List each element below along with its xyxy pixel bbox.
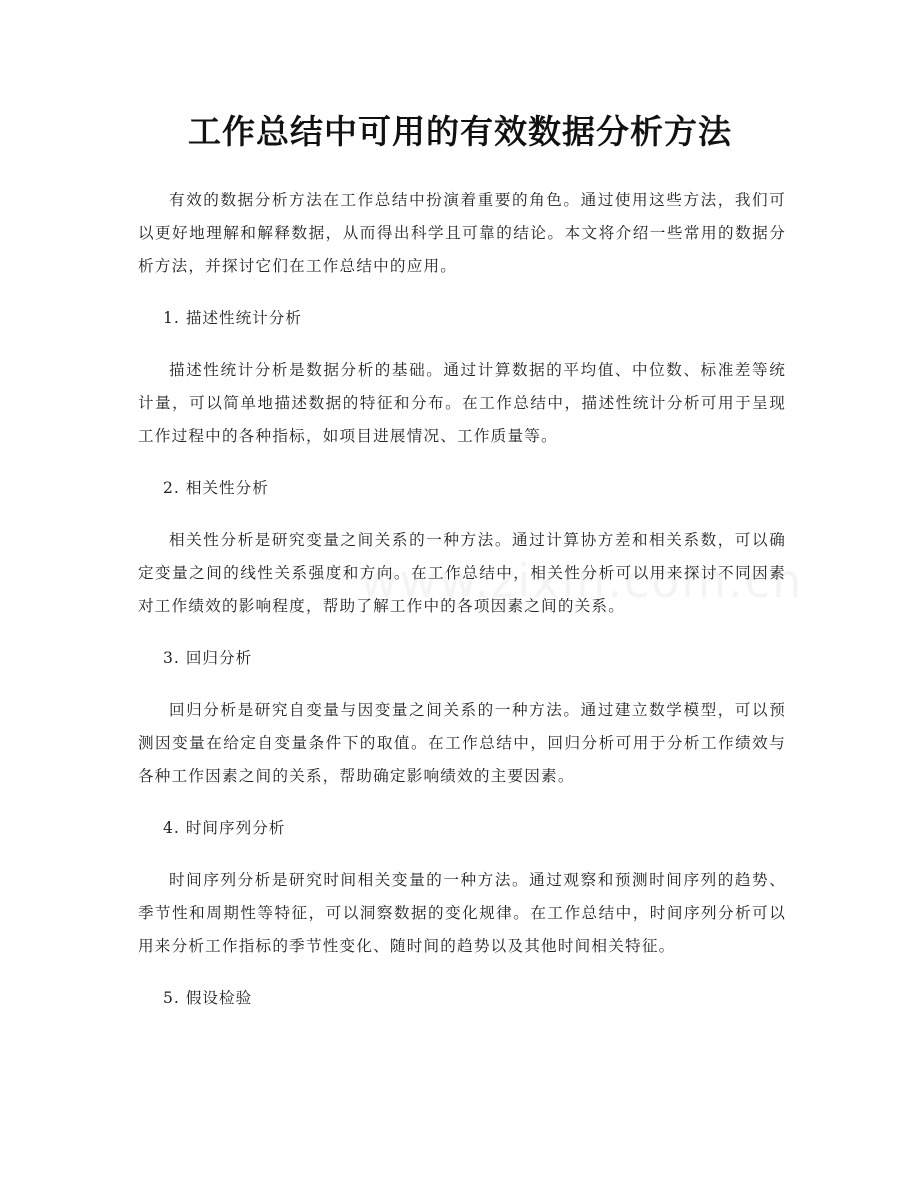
section-heading-4: 4. 时间序列分析	[163, 819, 286, 837]
document-title: 工作总结中可用的有效数据分析方法	[188, 112, 732, 151]
section-heading-5: 5. 假设检验	[163, 989, 253, 1007]
section-heading-3: 3. 回归分析	[163, 649, 253, 667]
section-body-4: 时间序列分析是研究时间相关变量的一种方法。通过观察和预测时间序列的趋势、季节性和周期性等特征，可以洞察数据的变化规律。在工作总结中，时间序列分析可以用来分析工作指标的季节性变化、随时间的趋势以及其他时间相关特征。	[138, 871, 786, 955]
section-body-1: 描述性统计分析是数据分析的基础。通过计算数据的平均值、中位数、标准差等统计量，可以简单地描述数据的特征和分布。在工作总结中，描述性统计分析可用于呈现工作过程中的各种指标，如项目进展情况、工作质量等。	[138, 361, 786, 445]
intro-paragraph: 有效的数据分析方法在工作总结中扮演着重要的角色。通过使用这些方法，我们可以更好地理解和解释数据，从而得出科学且可靠的结论。本文将介绍一些常用的数据分析方法，并探讨它们在工作总结中的应用。	[138, 191, 786, 275]
section-body-3: 回归分析是研究自变量与因变量之间关系的一种方法。通过建立数学模型，可以预测因变量在给定自变量条件下的取值。在工作总结中，回归分析可用于分析工作绩效与各种工作因素之间的关系，帮助确定影响绩效的主要因素。	[138, 701, 786, 785]
section-heading-2: 2. 相关性分析	[163, 479, 269, 497]
section-heading-1: 1. 描述性统计分析	[163, 309, 302, 327]
section-body-2: 相关性分析是研究变量之间关系的一种方法。通过计算协方差和相关系数，可以确定变量之间的线性关系强度和方向。在工作总结中，相关性分析可以用来探讨不同因素对工作绩效的影响程度，帮助了解工作中的各项因素之间的关系。	[138, 531, 786, 615]
document-body	[138, 184, 786, 1015]
